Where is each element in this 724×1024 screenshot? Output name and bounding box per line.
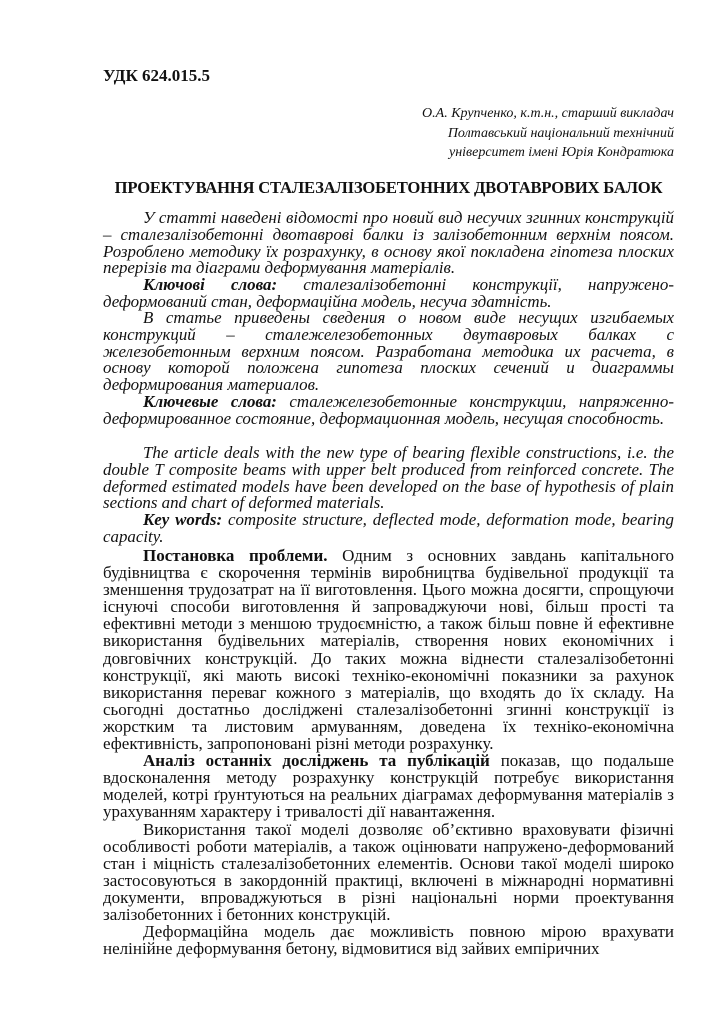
paragraph-model-usage: Використання такої моделі дозволяє об’єктивно враховувати фізичні особливості роботи матеріалів, а також оцінювати напружено-деформований стан і міцність сталезалізобетонних елементів. Основи такої моделі широко застосовуються в закордонній практиці, включені в міжнародні нормативні документи, впроваджуються в різні національні норми проектування залізобетонних і бетонних конструкцій. <box>103 819 674 924</box>
keywords-ru <box>103 391 674 428</box>
abstract-english <box>103 445 674 546</box>
abstract-uk-text: У статті наведені відомості про новий вид несучих згинних конструкцій – сталезалізобетонні двотаврові балки із залізобетонним верхнім поясом. Розроблено методику їх розрахунку, в основу якої покладена гіпотеза плоских перерізів та діаграми деформування матеріалів. <box>103 208 674 278</box>
main-body <box>103 547 674 957</box>
keywords-uk-list: сталезалізобетонні конструкції, напружено-деформований стан, деформаційна модель, несуча здатність. <box>103 275 674 311</box>
abstract-ukrainian <box>103 210 674 311</box>
paragraph-literature-review <box>103 752 674 820</box>
udk-code: УДК 624.015.5 <box>103 66 211 85</box>
keywords-ru-label: Ключевые слова: <box>143 391 277 411</box>
abstract-ru-text: В статье приведены сведения о новом виде несущих изгибаемых конструкций – сталежелезобетонных двутавровых балках с железобетонным верхним поясом. Разработана методика их расчета, в основу которой положена гипотеза плоских сечений и диаграммы деформирования материалов. <box>103 308 674 395</box>
literature-review-text: показав, що подальше вдосконалення методу розрахунку конструкцій потребує використання моделей, котрі ґрунтуються на реальних діаграмах деформування матеріалів з урахуванням характеру і тривалості дії навантаження. <box>103 751 674 822</box>
problem-statement-text: Одним з основних завдань капітального будівництва є скорочення термінів виробництва будівельної продукції та зменшення трудозатрат на її виготовлення. Цього можна досягти, спрощуючи існуючі способи виготовлення й запроваджуючи нові, більш прості та ефективні методи з меншою трудоємністю, а також більш повне й ефективне використання будівельних матеріалів, створення нових економічних і довговічних конструкцій. До таких можна віднести сталезалізобетонні конструкції, які мають високі техніко-економічні показники за рахунок використання переваг кожного з матеріалів, що входять до їх складу. На сьогодні достатньо досліджені сталезалізобетонні згинні конструкції із жорстким та листовим армуванням, доведена їх техніко-економічна ефективність, запропоновані різні методи розрахунку. <box>103 546 674 754</box>
keywords-en <box>103 512 674 546</box>
abstract-en-text: The article deals with the new type of bearing flexible constructions, i.e. the double T composite beams with upper belt produced from reinforced concrete. The deformed estimated models have been developed on the base of hypothesis of plain sections and chart of deformed materials. <box>103 443 674 513</box>
keywords-en-list: composite structure, deflected mode, deformation mode, bearing capacity. <box>103 510 674 546</box>
author-affiliation: О.А. Крупченко, к.т.н., старший викладач Полтавський національний технічний університет імені Юрія Кондратюка <box>422 106 674 160</box>
paragraph-problem-statement <box>103 547 674 752</box>
literature-review-heading: Аналіз останніх досліджень та публікацій <box>143 751 490 771</box>
keywords-uk-label: Ключові слова: <box>143 275 278 295</box>
keywords-en-label: Key words: <box>143 510 223 530</box>
problem-statement-heading: Постановка проблеми. <box>143 546 328 565</box>
paragraph-deformation-model: Деформаційна модель дає можливість повною мірою врахувати нелінійне деформування бетону, відмовитися від зайвих емпіричних <box>103 922 674 959</box>
keywords-ru-list: сталежелезобетонные конструкции, напряженно-деформированное состояние, деформационная модель, несущая способность. <box>103 391 674 428</box>
article-title: ПРОЕКТУВАННЯ СТАЛЕЗАЛІЗОБЕТОННИХ ДВОТАВРОВИХ БАЛОК <box>114 178 663 197</box>
abstract-russian <box>103 310 674 428</box>
keywords-uk <box>103 277 674 311</box>
